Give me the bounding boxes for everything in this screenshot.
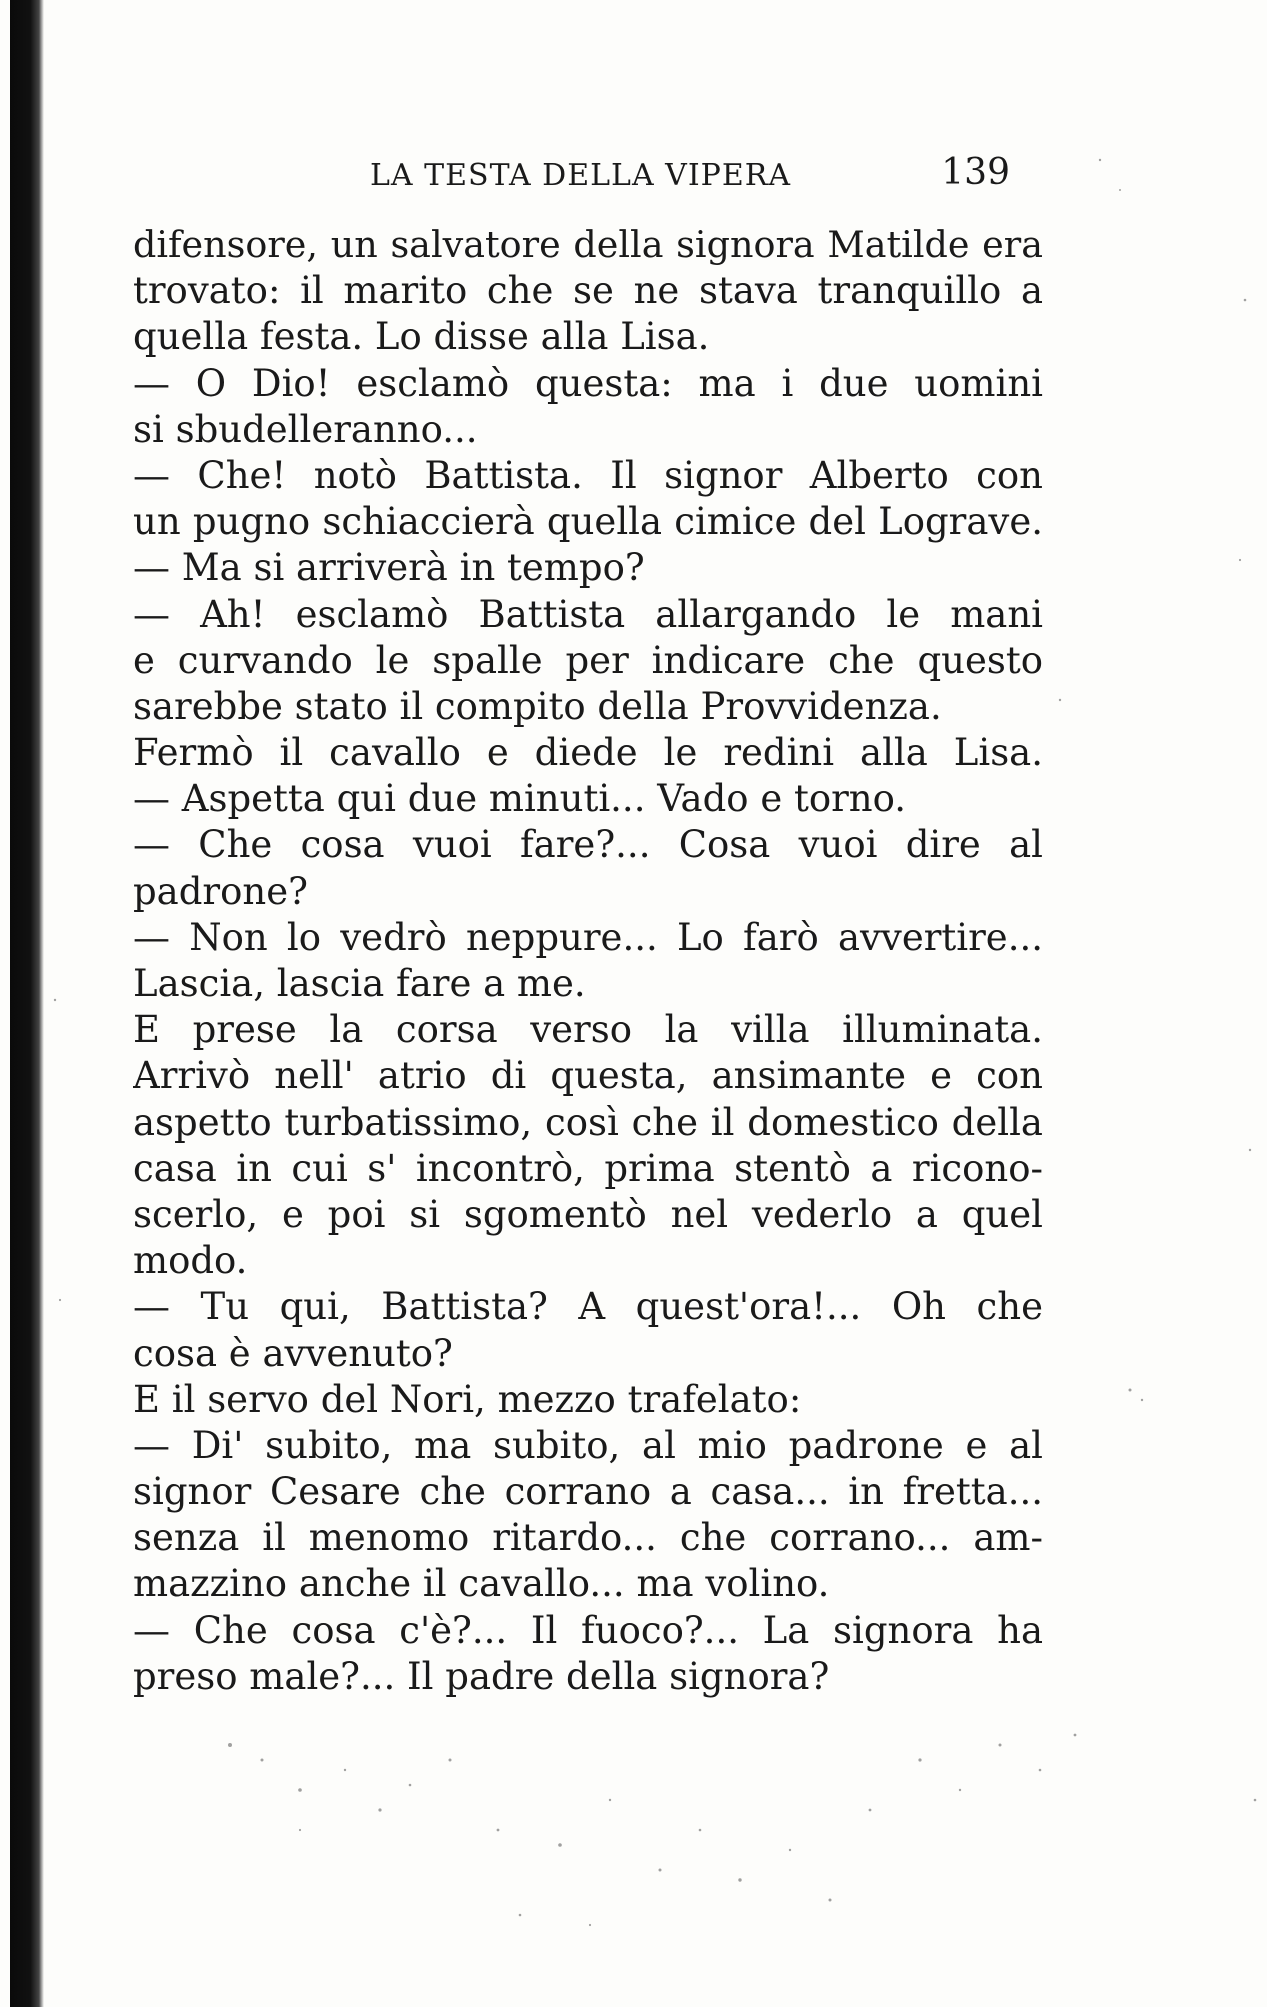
- text-line: quella festa. Lo disse alla Lisa.: [133, 315, 710, 359]
- text-line: Arrivò nell' atrio di questa, ansimante e con: [133, 1054, 1043, 1098]
- text-line: — Che! notò Battista. Il signor Alberto con: [133, 453, 1043, 497]
- text-line: — O Dio! esclamò questa: ma i due uomini: [133, 361, 1043, 405]
- text-line: — Che cosa vuoi fare?... Cosa vuoi dire al: [133, 823, 1043, 867]
- text-line: sarebbe stato il compito della Provvidenza.: [133, 684, 942, 728]
- text-line: Lascia, lascia fare a me.: [133, 962, 586, 1005]
- text-line: scerlo, e poi si sgomentò nel vederlo a quel: [133, 1192, 1043, 1236]
- text-line: un pugno schiaccierà quella cimice del Lograve.: [133, 500, 1043, 544]
- text-line: — Aspetta qui due minuti... Vado e torno.: [133, 777, 907, 821]
- text-line: si sbudelleranno...: [133, 407, 478, 451]
- text-line: senza il menomo ritardo... che corrano... am-: [133, 1516, 1043, 1560]
- text-line: — Ah! esclamò Battista allargando le mani: [133, 592, 1043, 636]
- text-line: mazzino anche il cavallo... ma volino.: [133, 1562, 830, 1606]
- text-line: — Di' subito, ma subito, al mio padrone e al: [133, 1423, 1043, 1467]
- text-line: — Che cosa c'è?... Il fuoco?... La signora ha: [133, 1608, 1043, 1652]
- text-line: — Non lo vedrò neppure... Lo farò avvertire...: [133, 915, 1043, 959]
- text-line: aspetto turbatissimo, così che il domestico della: [133, 1100, 1043, 1144]
- text-line: casa in cui s' incontrò, prima stentò a ricono-: [133, 1146, 1043, 1190]
- text-line: difensore, un salvatore della signora Matilde era: [133, 223, 1043, 266]
- running-title: LA TESTA DELLA VIPERA: [370, 158, 792, 193]
- text-line: — Ma si arriverà in tempo?: [133, 546, 645, 590]
- text-line: signor Cesare che corrano a casa... in fretta...: [133, 1470, 1043, 1514]
- running-head: [130, 150, 1040, 200]
- text-line: trovato: il marito che se ne stava tranquillo a: [133, 269, 1043, 313]
- book-spine-shadow: [10, 0, 44, 2007]
- body-text: [133, 222, 1043, 1700]
- text-line: e curvando le spalle per indicare che questo: [133, 638, 1043, 682]
- text-line: modo.: [133, 1239, 248, 1283]
- text-line: cosa è avvenuto?: [133, 1331, 453, 1375]
- text-line: Fermò il cavallo e diede le redini alla Lisa.: [133, 731, 1043, 775]
- text-line: E il servo del Nori, mezzo trafelato:: [133, 1377, 802, 1421]
- page-number: 139: [941, 152, 1010, 193]
- text-line: preso male?... Il padre della signora?: [133, 1654, 830, 1698]
- text-line: E prese la corsa verso la villa illuminata.: [133, 1008, 1043, 1052]
- text-line: — Tu qui, Battista? A quest'ora!... Oh che: [133, 1285, 1043, 1329]
- text-line: padrone?: [133, 869, 308, 913]
